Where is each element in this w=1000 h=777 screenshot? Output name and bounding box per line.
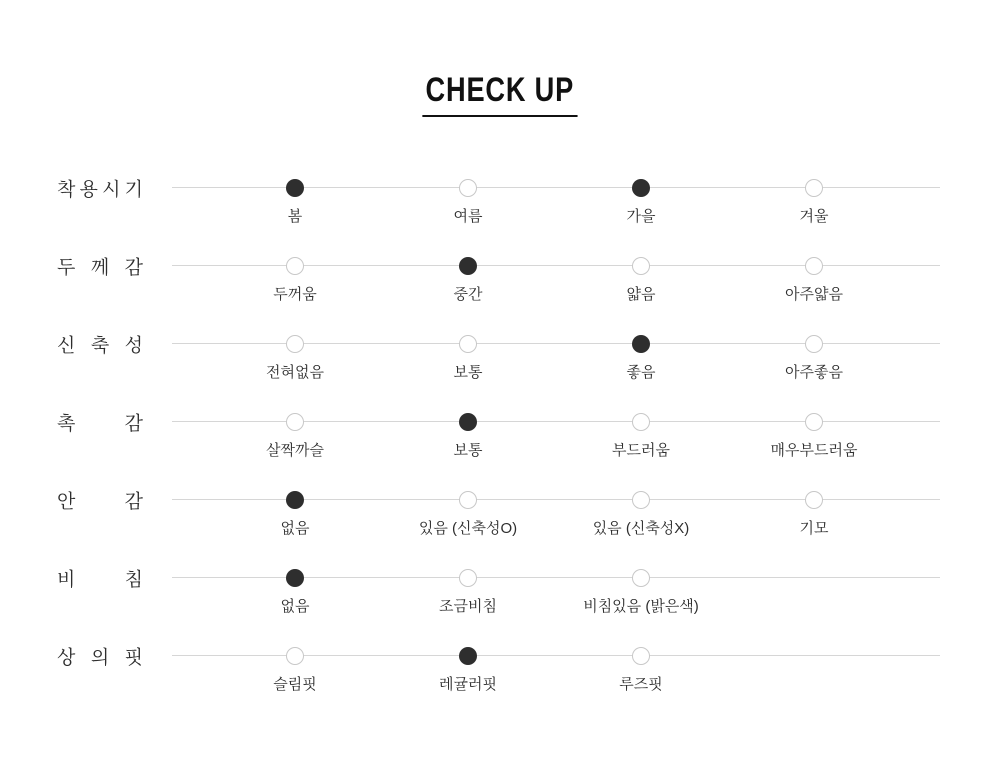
checkup-rows (0, 149, 1000, 695)
option-dot-empty (805, 179, 823, 197)
option-dot-empty (286, 335, 304, 353)
option-dot-filled (286, 491, 304, 509)
option-label: 좋음 (626, 364, 656, 381)
option-label: 비침있음 (밝은색) (583, 598, 699, 615)
option-label: 있음 (신축성X) (592, 520, 690, 537)
option-dot-empty (632, 491, 650, 509)
checkup-row (0, 383, 1000, 461)
option-label: 보통 (453, 364, 483, 381)
option-label: 살짝까슬 (266, 442, 324, 459)
option-label: 슬림핏 (273, 676, 317, 693)
option-dot-filled (459, 647, 477, 665)
option-dot-empty (286, 647, 304, 665)
option-dot-filled (286, 179, 304, 197)
row-label: 촉 감 (57, 413, 143, 435)
option-label: 전혀없음 (266, 364, 324, 381)
title-wrap (0, 73, 1000, 117)
row-label: 두 께 감 (57, 257, 143, 279)
checkup-row (0, 227, 1000, 305)
checkup-row (0, 539, 1000, 617)
option-dot-filled (632, 179, 650, 197)
option-dot-empty (632, 569, 650, 587)
option-dot-empty (286, 257, 304, 275)
row-label: 착 용 시 기 (57, 179, 143, 201)
checkup-row (0, 149, 1000, 227)
option-dot-filled (459, 413, 477, 431)
option-label: 겨울 (799, 208, 829, 225)
option-dot-empty (459, 491, 477, 509)
option-label: 중간 (453, 286, 483, 303)
page-title: CHECK UP (423, 73, 578, 117)
option-label: 있음 (신축성O) (418, 520, 518, 537)
option-label: 매우부드러움 (770, 442, 858, 459)
row-label: 상 의 핏 (57, 647, 143, 669)
checkup-row (0, 305, 1000, 383)
option-label: 여름 (453, 208, 483, 225)
option-dot-empty (286, 413, 304, 431)
option-dot-filled (286, 569, 304, 587)
option-dot-empty (632, 257, 650, 275)
option-dot-empty (459, 179, 477, 197)
option-label: 레귤러핏 (439, 676, 497, 693)
option-dot-filled (632, 335, 650, 353)
option-label: 보통 (453, 442, 483, 459)
option-label: 기모 (799, 520, 829, 537)
option-dot-empty (459, 335, 477, 353)
checkup-row (0, 617, 1000, 695)
option-label: 없음 (280, 598, 310, 615)
option-dot-empty (805, 491, 823, 509)
option-dot-empty (632, 647, 650, 665)
row-label: 안 감 (57, 491, 143, 513)
option-dot-filled (459, 257, 477, 275)
checkup-row (0, 461, 1000, 539)
option-label: 루즈핏 (619, 676, 663, 693)
option-label: 봄 (287, 208, 303, 225)
option-dot-empty (632, 413, 650, 431)
row-label: 신 축 성 (57, 335, 143, 357)
option-label: 아주좋음 (785, 364, 843, 381)
option-dot-empty (805, 335, 823, 353)
option-dot-empty (805, 257, 823, 275)
option-dot-empty (459, 569, 477, 587)
row-label: 비 침 (57, 569, 143, 591)
option-dot-empty (805, 413, 823, 431)
option-label: 아주얇음 (785, 286, 843, 303)
option-label: 조금비침 (439, 598, 497, 615)
option-label: 얇음 (626, 286, 656, 303)
option-label: 부드러움 (612, 442, 670, 459)
option-label: 없음 (280, 520, 310, 537)
option-label: 두꺼움 (273, 286, 317, 303)
option-label: 가을 (626, 208, 656, 225)
